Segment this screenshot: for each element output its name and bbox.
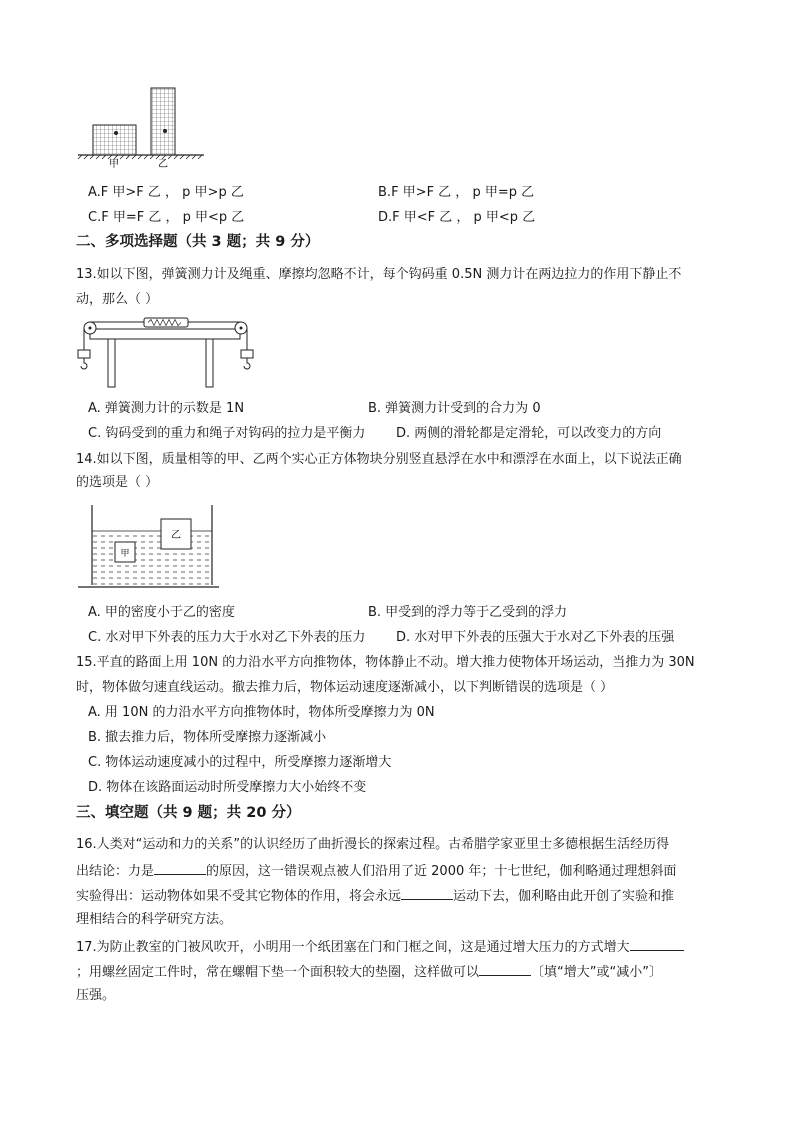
label-jia: 甲 (109, 159, 119, 170)
q12-option-b: B.F 甲>F 乙 ， p 甲=p 乙 (378, 185, 535, 200)
q17-blank-2[interactable] (479, 962, 531, 976)
q16-line3: 实验得出：运动物体如果不受其它物体的作用，将会永远 运动下去，伽利略由此开创了实验和推 (76, 886, 674, 906)
section-3-title: 三、填空题（共 9 题；共 20 分） (76, 805, 301, 821)
q17-line1: 17.为防止教室的门被风吹开，小明用一个纸团塞在门和门框之间，这是通过增大压力的方式增大 (76, 937, 684, 957)
q12-option-a: A.F 甲>F 乙 ， p 甲>p 乙 (88, 185, 244, 200)
section-2-title: 二、多项选择题（共 3 题；共 9 分） (76, 234, 320, 250)
right-weight (241, 350, 253, 358)
q15-option-b: B. 撤去推力后，物体所受摩擦力逐渐减小 (88, 730, 327, 745)
q16-line2: 出结论：力是 的原因，这一错误观点被人们沿用了近 2000 年；十七世纪，伽利略通过理想斜面 (76, 861, 676, 881)
q13-option-b: B. 弹簧测力计受到的合力为 0 (368, 401, 541, 416)
q13-stem-line1: 13.如以下图，弹簧测力计及绳重、摩擦均忽略不计，每个钩码重 0.5N 测力计在两边拉力的作用下静止不 (76, 267, 682, 282)
q13-option-a: A. 弹簧测力计的示数是 1N (88, 401, 245, 416)
q13-stem-line2: 动，那么（ ） (76, 292, 159, 307)
q15-option-d: D. 物体在该路面运动时所受摩擦力大小始终不变 (88, 780, 367, 795)
q12-figure (76, 85, 206, 170)
q14-option-d: D. 水对甲下外表的压强大于水对乙下外表的压强 (396, 630, 675, 645)
q15-stem-line2: 时，物体做匀速直线运动。撤去推力后，物体运动速度逐渐减小，以下判断错误的选项是（ ） (76, 680, 614, 695)
q17-line2: ；用螺丝固定工件时，常在螺帽下垫一个面积较大的垫圈，这样做可以 〔填“增大”或“减小”〕 (76, 962, 662, 982)
block-jia (93, 125, 136, 155)
q14-stem-line1: 14.如以下图，质量相等的甲、乙两个实心正方体物块分别竖直悬浮在水中和漂浮在水面上，以下说法正确 (76, 452, 682, 467)
q12-option-c: C.F 甲=F 乙 ， p 甲<p 乙 (88, 210, 245, 225)
q14-figure (76, 503, 221, 591)
q15-option-c: C. 物体运动速度减小的过程中，所受摩擦力逐渐增大 (88, 755, 392, 770)
q17-line3: 压强。 (76, 988, 116, 1003)
fig14-label-yi: 乙 (171, 530, 181, 541)
q12-option-d: D.F 甲<F 乙 ， p 甲<p 乙 (378, 210, 536, 225)
block-yi (151, 88, 175, 155)
q17-blank-1[interactable] (630, 937, 684, 951)
q14-option-a: A. 甲的密度小于乙的密度 (88, 605, 235, 620)
q13-figure (76, 314, 256, 390)
q14-option-c: C. 水对甲下外表的压力大于水对乙下外表的压力 (88, 630, 366, 645)
q15-option-a: A. 用 10N 的力沿水平方向推物体时，物体所受摩擦力为 0N (88, 705, 435, 720)
q14-stem-line2: 的选项是（ ） (76, 475, 159, 490)
fig14-label-jia: 甲 (120, 549, 130, 559)
q16-blank-2[interactable] (401, 886, 453, 900)
q15-stem-line1: 15.平直的路面上用 10N 的力沿水平方向推物体，物体静止不动。增大推力使物体开场运动，当推力为 30N (76, 655, 695, 670)
label-yi: 乙 (158, 159, 168, 170)
q16-blank-1[interactable] (154, 861, 206, 875)
q13-option-d: D. 两侧的滑轮都是定滑轮，可以改变力的方向 (396, 426, 662, 441)
q16-line1: 16.人类对“运动和力的关系”的认识经历了曲折漫长的探索过程。古希腊学家亚里士多德根据生活经历得 (76, 837, 670, 852)
left-weight (78, 350, 90, 358)
q14-option-b: B. 甲受到的浮力等于乙受到的浮力 (368, 605, 568, 620)
q13-option-c: C. 钩码受到的重力和绳子对钩码的拉力是平衡力 (88, 426, 366, 441)
q16-line4: 理相结合的科学研究方法。 (76, 912, 233, 927)
water (92, 531, 212, 585)
